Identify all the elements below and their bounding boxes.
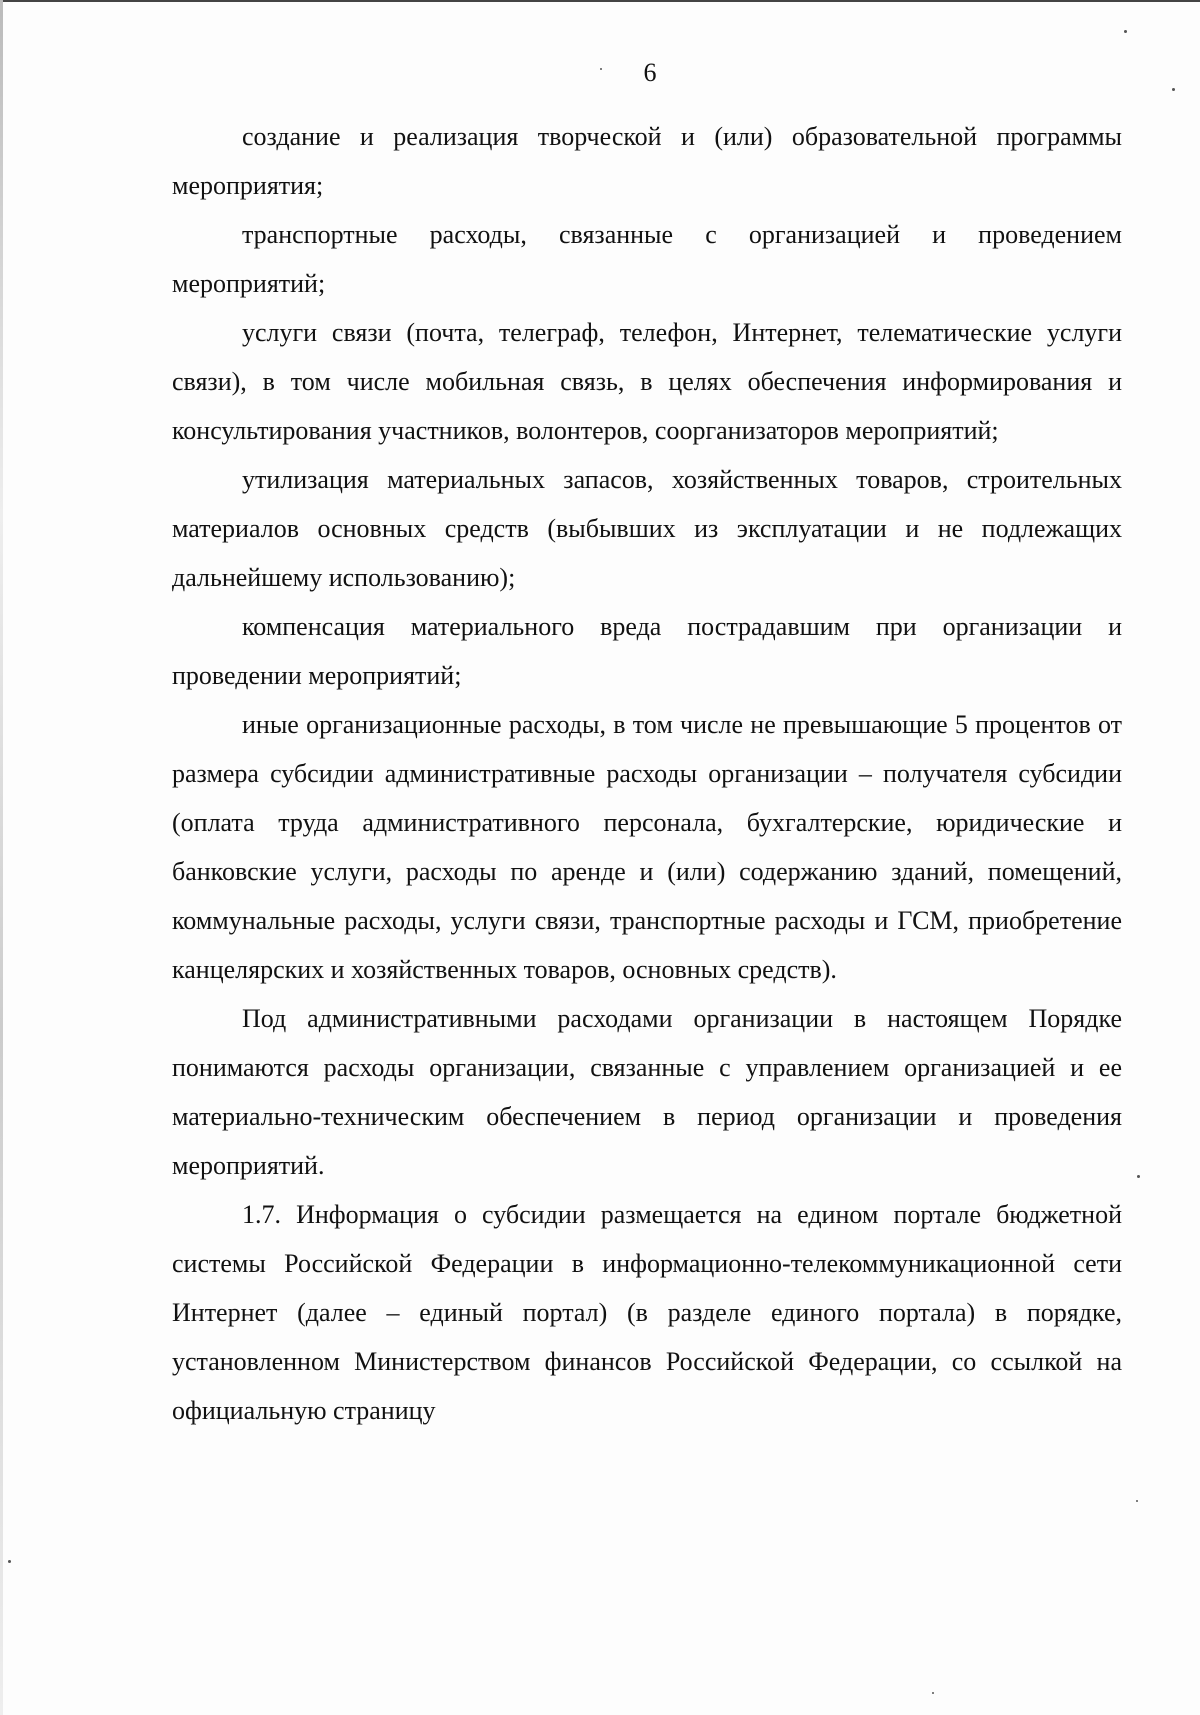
- scan-speck: [1136, 1500, 1138, 1502]
- paragraph-compensation: компенсация материального вреда пострадавшим при организации и проведении мероприятий;: [172, 612, 1122, 690]
- paragraph-admin-definition: Под административными расходами организации в настоящем Порядке понимаются расходы организации, связанные с управлением организацией и ее материально-техническим обеспечением в период организации и проведения мероприятий.: [172, 1004, 1122, 1180]
- paragraph-program: создание и реализация творческой и (или) образовательной программы мероприятия;: [172, 122, 1122, 200]
- paragraph-disposal: утилизация материальных запасов, хозяйственных товаров, строительных материалов основных средств (выбывших из эксплуатации и не подлежащих дальнейшему использованию);: [172, 465, 1122, 592]
- scan-left-edge: [0, 0, 3, 1715]
- scan-speck: [932, 1692, 934, 1694]
- scan-top-edge: [0, 0, 1200, 2]
- paragraph-other-expenses: иные организационные расходы, в том числе не превышающие 5 процентов от размера субсидии административные расходы организации – получателя субсидии (оплата труда административного персонала, бухгалтерские, юридические и банковские услуги, расходы по аренде и (или) содержанию зданий, помещений, коммунальные расходы, услуги связи, транспортные расходы и ГСМ, приобретение канцелярских и хозяйственных товаров, основных средств).: [172, 710, 1122, 984]
- scan-speck: [1172, 88, 1175, 91]
- paragraph-section-1-7: 1.7. Информация о субсидии размещается на едином портале бюджетной системы Российской Федерации в информационно-телекоммуникационной сети Интернет (далее – единый портал) (в разделе единого портала) в порядке, установленном Министерством финансов Российской Федерации, со ссылкой на официальную страницу: [172, 1200, 1122, 1425]
- page-number: 6: [643, 58, 657, 87]
- scan-speck: [600, 68, 602, 70]
- scan-speck: [1124, 30, 1127, 33]
- scan-speck: [1137, 1175, 1140, 1178]
- paragraph-transport: транспортные расходы, связанные с организацией и проведением мероприятий;: [172, 220, 1122, 298]
- document-body: [172, 112, 1122, 1435]
- paragraph-communication: услуги связи (почта, телеграф, телефон, Интернет, телематические услуги связи), в том числе мобильная связь, в целях обеспечения информирования и консультирования участников, волонтеров, соорганизаторов мероприятий;: [172, 318, 1122, 445]
- scan-speck: [8, 1560, 11, 1563]
